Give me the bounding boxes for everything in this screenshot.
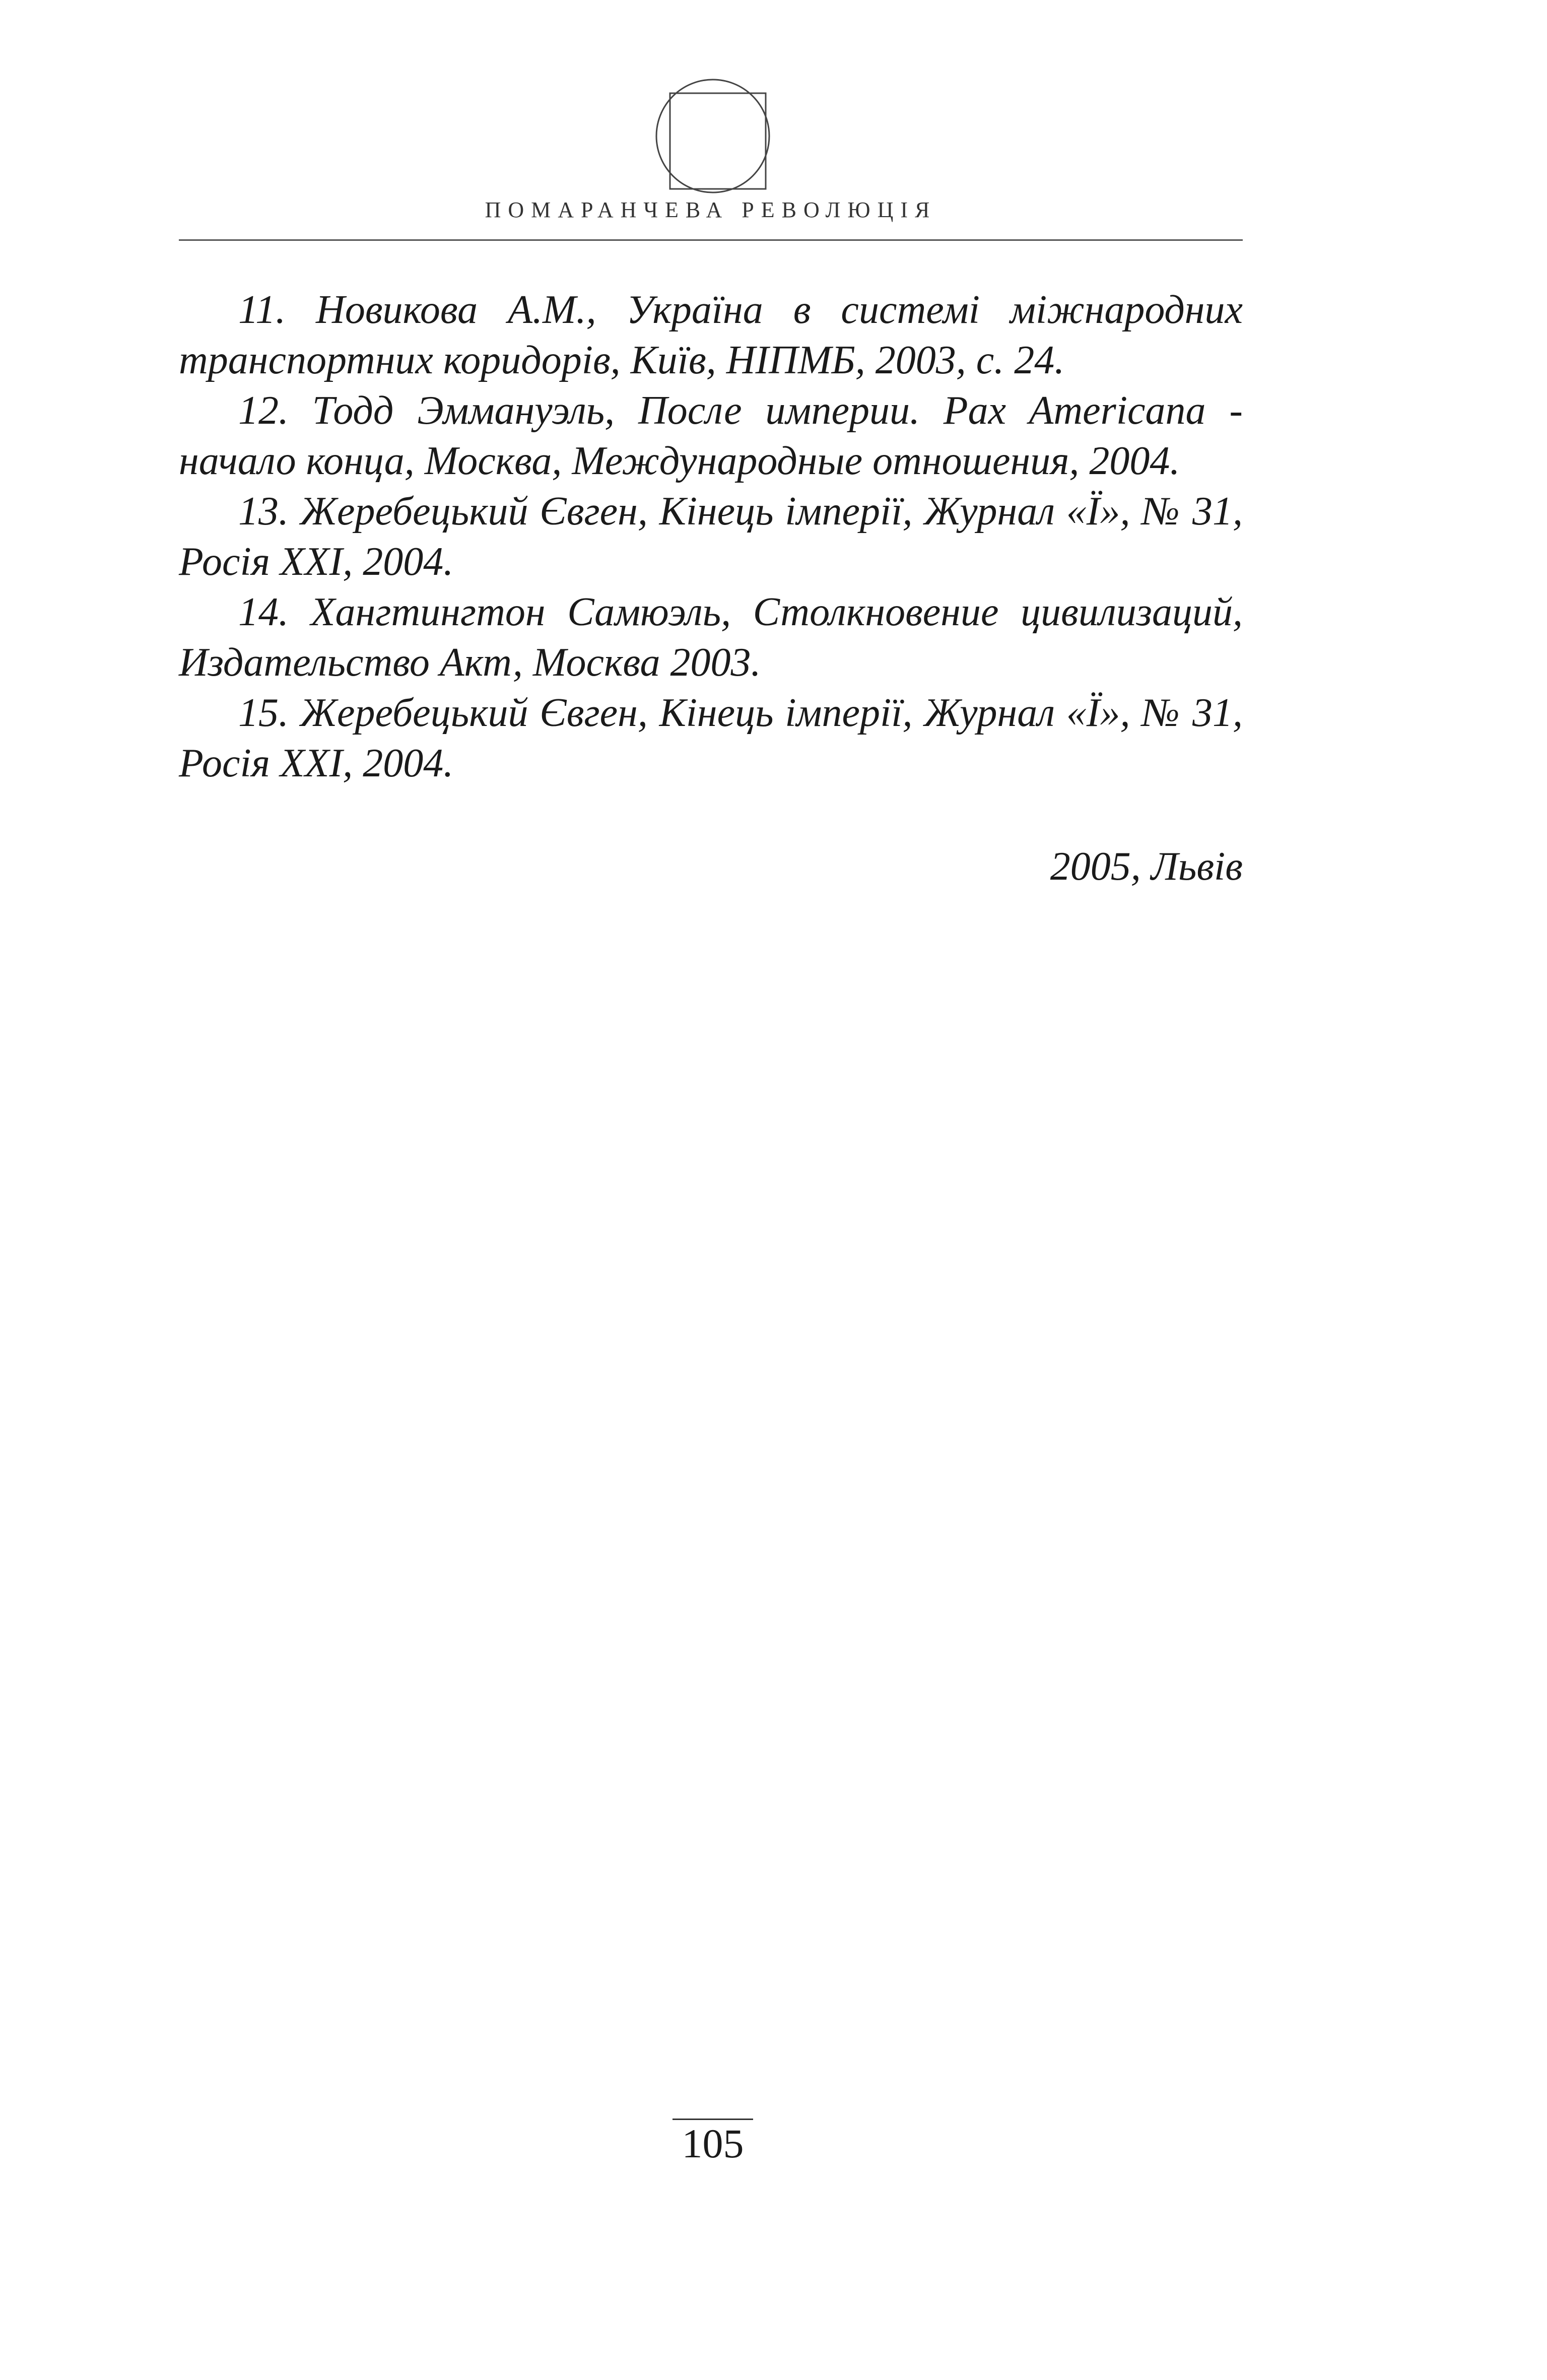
place-date: 2005, Львів: [1050, 844, 1243, 889]
running-title: ПОМАРАНЧЕВА РЕВОЛЮЦІЯ: [485, 197, 937, 222]
reference-item-11: 11. Новикова А.М., Україна в системі міжнародних транспортних коридорів, Київ, НІПМБ, 2003, с. 24.: [179, 288, 1243, 382]
reference-item-12: 12. Тодд Эммануэль, После империи. Pax Americana - начало конца, Москва, Международные отношения, 2004.: [179, 388, 1243, 483]
reference-item-14: 14. Хангтингтон Самюэль, Столкновение цивилизаций, Издательство Акт, Москва 2003.: [179, 590, 1243, 685]
reference-item-13: 13. Жеребецький Євген, Кінець імперії, Журнал «Ї», № 31, Росія XXI, 2004.: [179, 489, 1243, 584]
page-number: 105: [672, 2119, 753, 2164]
reference-item-15: 15. Жеребецький Євген, Кінець імперії, Журнал «Ї», № 31, Росія XXI, 2004.: [179, 691, 1243, 785]
circle-square-emblem-icon: [652, 76, 773, 196]
reference-list: [179, 285, 1243, 788]
header-divider: [179, 239, 1243, 241]
